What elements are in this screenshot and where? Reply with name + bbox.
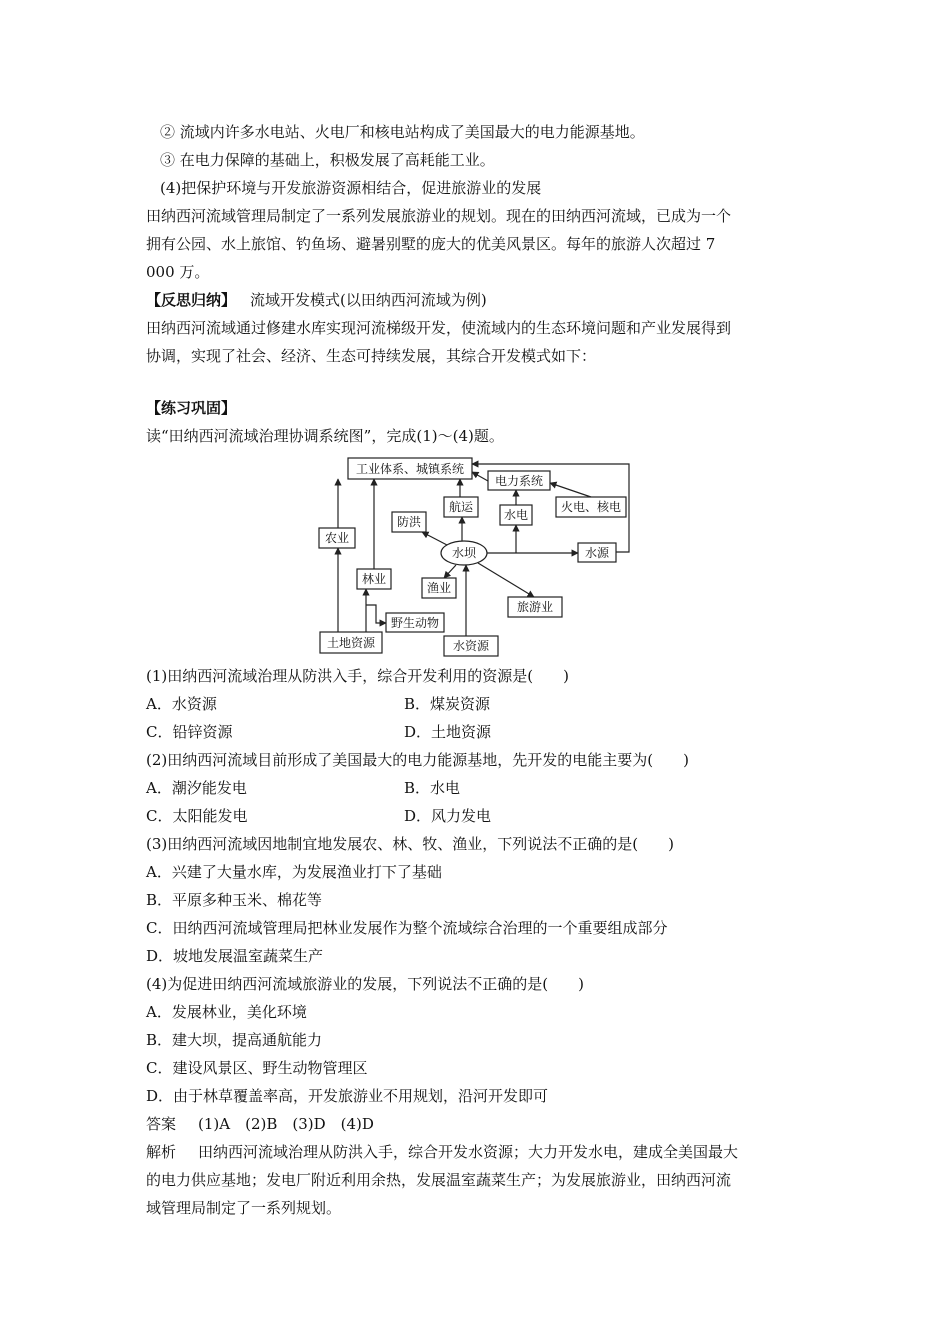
answer-label: 答案	[146, 1115, 177, 1133]
question-2-stem: (2)田纳西河流域目前形成了美国最大的电力能源基地，先开发的电能主要为( )	[146, 751, 689, 769]
q1-option-c: C．铅锌资源	[146, 723, 233, 741]
q1-option-b: B．煤炭资源	[404, 695, 491, 713]
q2-option-a: A．潮汐能发电	[146, 779, 247, 797]
fishery-label: 渔业	[426, 581, 452, 595]
question-3-stem: (3)田纳西河流域因地制宜地发展农、林、牧、渔业，下列说法不正确的是( )	[146, 835, 674, 853]
water-source-label: 水源	[584, 546, 610, 560]
analysis-line-2: 的电力供应基地；发电厂附近利用余热，发展温室蔬菜生产；为发展旅游业，田纳西河流	[146, 1171, 732, 1189]
question-4-stem: (4)为促进田纳西河流域旅游业的发展，下列说法不正确的是( )	[146, 975, 584, 993]
paragraph-line-1: 田纳西河流域管理局制定了一系列发展旅游业的规划。现在的田纳西河流域，已成为一个	[146, 207, 732, 225]
q1-option-a: A．水资源	[146, 695, 217, 713]
reflection-title: 流域开发模式(以田纳西河流域为例)	[250, 291, 487, 309]
answer-text: (1)A (2)B (3)D (4)D	[198, 1115, 374, 1133]
thermal-label: 火电、核电	[560, 500, 622, 514]
water-res-label: 水资源	[452, 639, 490, 653]
reflection-heading	[146, 290, 487, 310]
q1-option-d: D．土地资源	[404, 723, 492, 741]
question-1-stem: (1)田纳西河流域治理从防洪入手，综合开发利用的资源是( )	[146, 667, 569, 685]
land-label: 土地资源	[326, 636, 376, 650]
q3-option-c: C．田纳西河流域管理局把林业发展作为整个流域综合治理的一个重要组成部分	[146, 919, 668, 937]
q2-option-b: B．水电	[404, 779, 461, 797]
reflection-line-2: 协调，实现了社会、经济、生态可持续发展，其综合开发模式如下：	[146, 347, 597, 365]
hydro-label: 水电	[503, 508, 529, 522]
tourism-label: 旅游业	[516, 600, 554, 614]
forestry-label: 林业	[361, 572, 387, 586]
answer-line	[146, 1114, 374, 1134]
q4-option-b: B．建大坝，提高通航能力	[146, 1031, 323, 1049]
shipping-label: 航运	[448, 500, 474, 514]
analysis-text-1: 田纳西河流域治理从防洪入手，综合开发水资源；大力开发水电，建成全美国最大	[198, 1143, 739, 1161]
governance-diagram	[316, 455, 636, 660]
reflection-tag: 【反思归纳】	[146, 291, 237, 309]
item-2: ② 流域内许多水电站、火电厂和核电站构成了美国最大的电力能源基地。	[160, 123, 645, 141]
power-label: 电力系统	[494, 474, 544, 488]
q2-option-d: D．风力发电	[404, 807, 492, 825]
q3-option-a: A．兴建了大量水库，为发展渔业打下了基础	[146, 863, 442, 881]
flood-label: 防洪	[396, 515, 422, 529]
analysis-line-1	[146, 1142, 738, 1162]
dam-label: 水坝	[451, 546, 477, 560]
q4-option-c: C．建设风景区、野生动物管理区	[146, 1059, 368, 1077]
wildlife-label: 野生动物	[390, 616, 440, 630]
q4-option-d: D．由于林草覆盖率高，开发旅游业不用规划，沿河开发即可	[146, 1087, 549, 1105]
analysis-line-3: 域管理局制定了一系列规划。	[146, 1199, 342, 1217]
heading-4: (4)把保护环境与开发旅游资源相结合，促进旅游业的发展	[160, 179, 542, 197]
reflection-line-1: 田纳西河流域通过修建水库实现河流梯级开发，使流域内的生态环境问题和产业发展得到	[146, 319, 732, 337]
item-3: ③ 在电力保障的基础上，积极发展了高耗能工业。	[160, 151, 495, 169]
q2-option-c: C．太阳能发电	[146, 807, 248, 825]
paragraph-line-2: 拥有公园、水上旅馆、钓鱼场、避暑别墅的庞大的优美风景区。每年的旅游人次超过 7	[146, 235, 716, 253]
q4-option-a: A．发展林业，美化环境	[146, 1003, 307, 1021]
industry-label: 工业体系、城镇系统	[355, 462, 465, 476]
paragraph-line-3: 000 万。	[146, 263, 210, 281]
q3-option-d: D．坡地发展温室蔬菜生产	[146, 947, 324, 965]
agriculture-label: 农业	[324, 531, 350, 545]
analysis-label: 解析	[146, 1143, 177, 1161]
practice-intro: 读“田纳西河流域治理协调系统图”，完成(1)～(4)题。	[146, 427, 504, 445]
practice-tag: 【练习巩固】	[146, 399, 237, 417]
q3-option-b: B．平原多种玉米、棉花等	[146, 891, 323, 909]
